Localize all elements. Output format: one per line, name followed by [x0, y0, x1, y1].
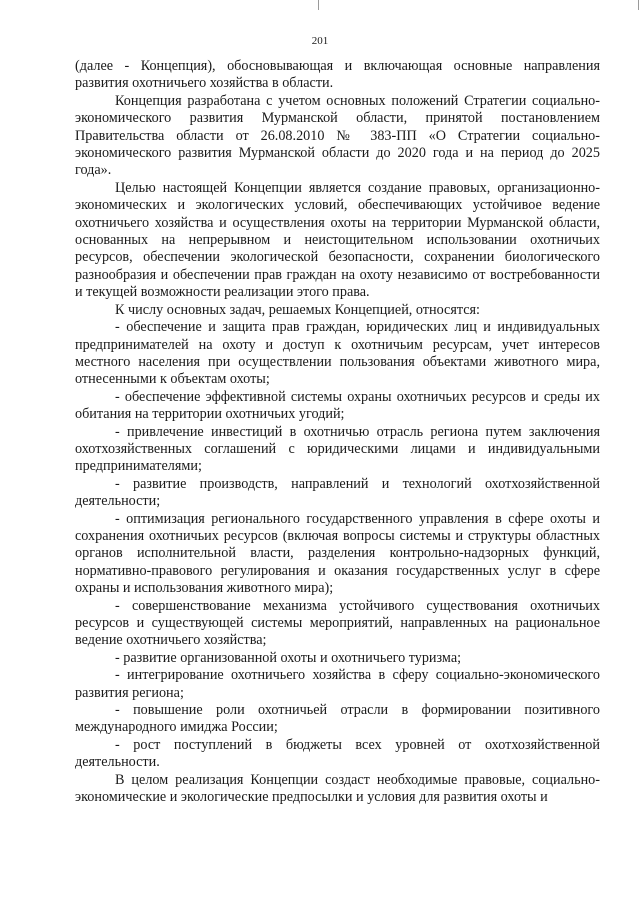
list-item-task: - интегрирование охотничьего хозяйства в сферу социально-экономического развития региона;	[75, 667, 600, 701]
list-item-task: - совершенствование механизма устойчивого существования охотничьих ресурсов и существующей системы мероприятий, направленных на рациональное ведение охотничьего хозяйства;	[75, 597, 600, 649]
list-item-task: - привлечение инвестиций в охотничью отрасль региона путем заключения охотхозяйственных соглашений с юридическими лицами и индивидуальными предпринимателями;	[75, 423, 600, 475]
paragraph-goal: Целью настоящей Концепции является создание правовых, организационно-экономических и экологических условий, обеспечивающих устойчивое ведение охотничьего хозяйства и осуществления охоты на территории Мурманской области, основанных на непрерывном и неистощительном использовании охотничьих ресурсов, обеспечении экологической безопасности, сохранении биологического разнообразия и обеспечении прав граждан на охоту независимо от востребованности и текущей возможности реализации этого права.	[75, 179, 600, 301]
paragraph-continuation: (далее - Концепция), обосновывающая и включающая основные направления развития охотничьего хозяйства в области.	[75, 58, 600, 92]
paragraph-strategy-basis: Концепция разработана с учетом основных положений Стратегии социально-экономического развития Мурманской области, принятой постановлением Правительства области от 26.08.2010 № 383-ПП «О Стратегии социально-экономического развития Мурманской области до 2020 года и на период до 2025 года».	[75, 92, 600, 179]
scan-artifact	[638, 0, 639, 10]
list-item-task: - обеспечение и защита прав граждан, юридических лиц и индивидуальных предпринимателей на охоту и доступ к охотничьим ресурсам, учет интересов местного населения при осуществлении пользования объектами животного мира, отнесенными к объектам охоты;	[75, 319, 600, 388]
list-item-task: - рост поступлений в бюджеты всех уровней от охотхозяйственной деятельности.	[75, 736, 600, 771]
paragraph-tasks-intro: К числу основных задач, решаемых Концепцией, относятся:	[115, 301, 480, 318]
paragraph-conclusion: В целом реализация Концепции создаст необходимые правовые, социально-экономические и экологические предпосылки и условия для развития охоты и	[75, 771, 600, 806]
page-number: 201	[311, 35, 329, 47]
list-item-task: - оптимизация регионального государственного управления в сфере охоты и сохранения охотничьих ресурсов (включая вопросы системы и структуры областных органов исполнительной власти, разделения контрольно-надзорных функций, нормативно-правового регулирования и оказания государственных услуг в сфере охраны и использования животного мира);	[75, 510, 600, 597]
list-item-task: - развитие организованной охоты и охотничьего туризма;	[115, 649, 462, 666]
list-item-task: - обеспечение эффективной системы охраны охотничьих ресурсов и среды их обитания на территории охотничьих угодий;	[75, 388, 600, 423]
list-item-task: - развитие производств, направлений и технологий охотхозяйственной деятельности;	[75, 475, 600, 510]
document-body	[75, 58, 600, 806]
scan-artifact	[318, 0, 319, 10]
list-item-task: - повышение роли охотничьей отрасли в формировании позитивного международного имиджа России;	[75, 702, 600, 736]
